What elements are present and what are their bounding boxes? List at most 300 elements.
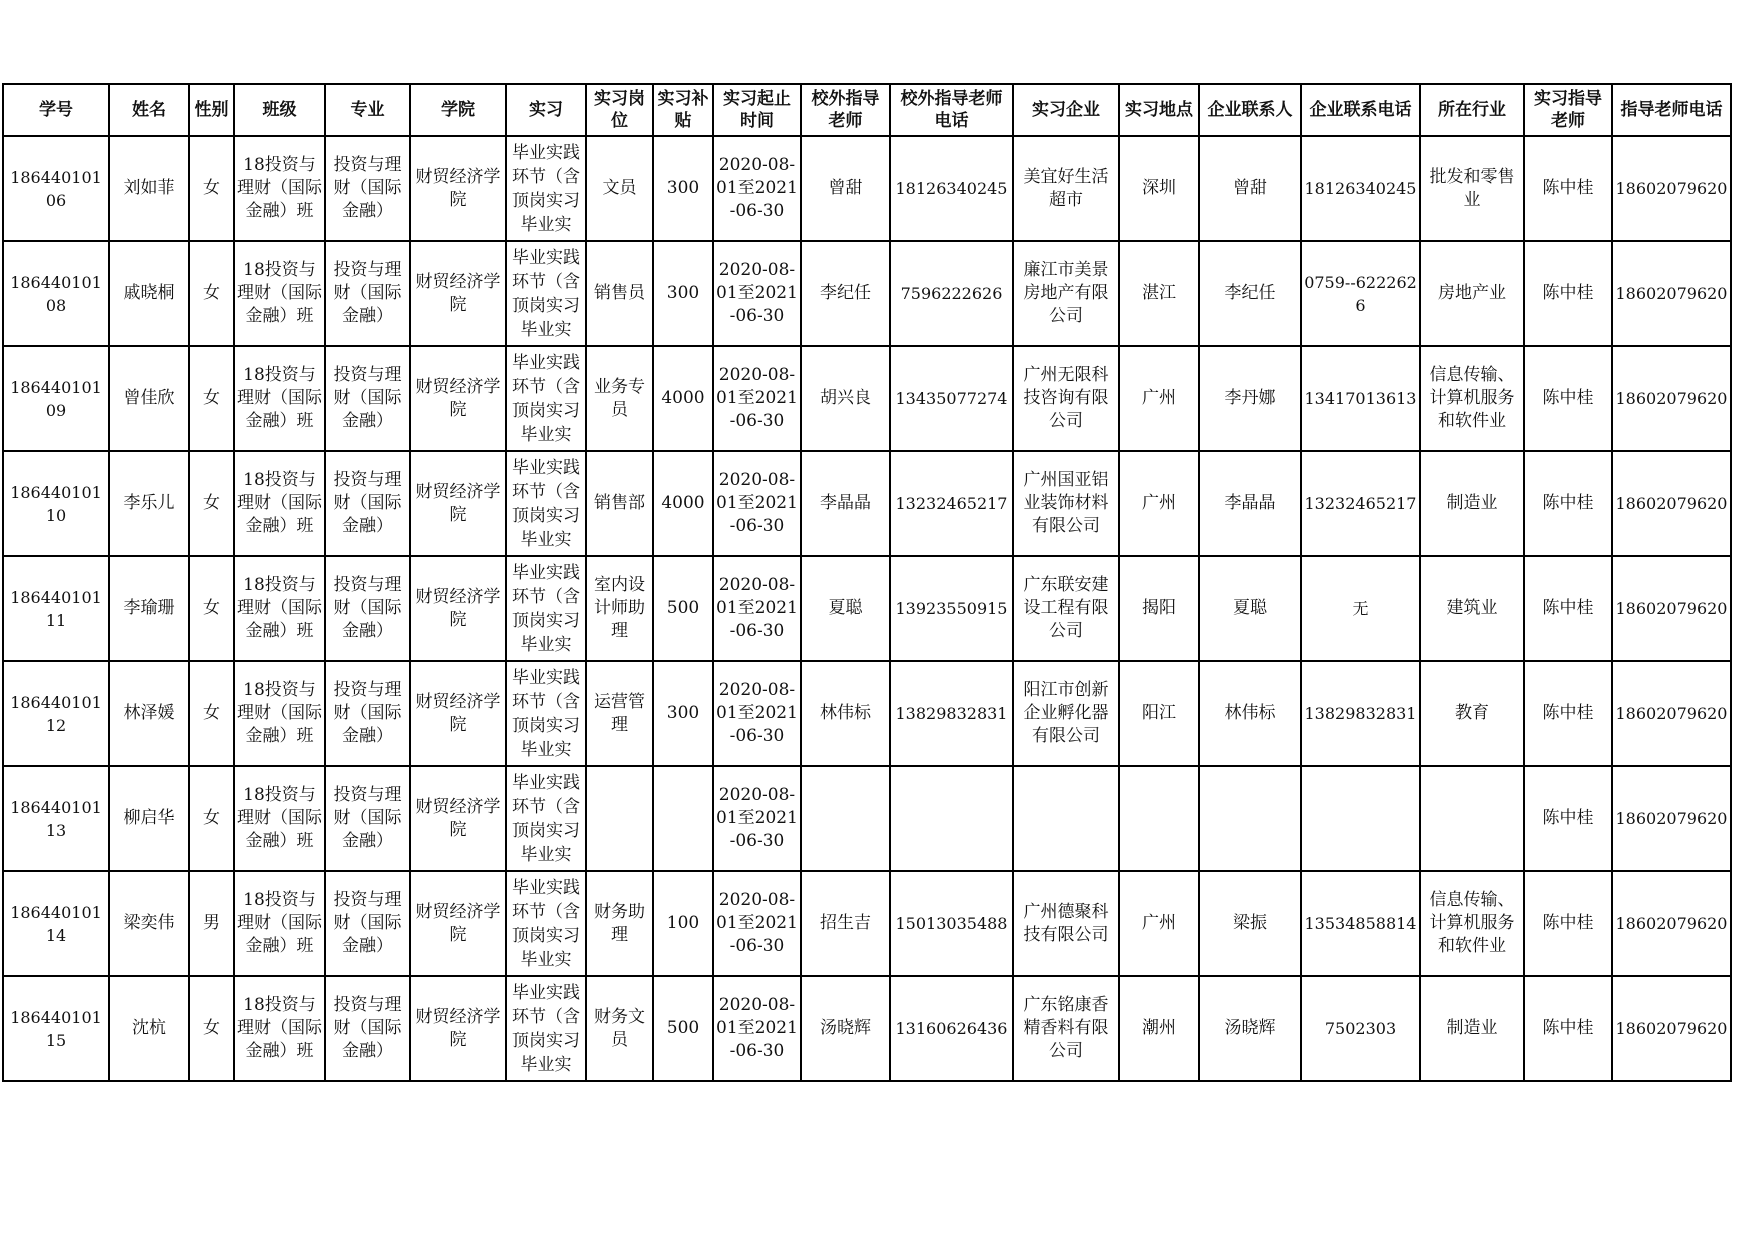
cell-external-mentor-text: 夏聪 [828,598,863,618]
cell-internship-text: 毕业实践环节（含顶岗实习毕业实 [512,877,580,970]
table-row [3,556,1731,661]
cell-name-text: 戚晓桐 [123,283,175,303]
cell-company-phone-text: 13417013613 [1304,389,1417,408]
cell-supervisor-phone-text: 18602079620 [1615,284,1728,303]
cell-major [325,136,410,241]
cell-industry [1420,451,1524,556]
cell-position [586,556,653,661]
cell-company-text: 广州德聚科技有限公司 [1023,901,1109,945]
cell-location [1119,766,1199,871]
cell-location-text: 湛江 [1142,283,1176,303]
cell-subsidy-text: 500 [666,598,700,618]
cell-gender-text: 女 [203,388,220,408]
cell-subsidy-text: 100 [666,913,700,933]
cell-supervisor-phone [1612,346,1731,451]
cell-location-text: 广州 [1142,388,1176,408]
cell-location [1119,451,1199,556]
cell-subsidy [653,661,713,766]
cell-company-contact-text: 曾甜 [1233,178,1267,198]
cell-supervisor-phone [1612,556,1731,661]
cell-name-text: 林泽媛 [123,703,175,723]
cell-external-mentor-phone [890,871,1013,976]
cell-major [325,556,410,661]
cell-class [234,871,325,976]
cell-internship [506,136,586,241]
header-external-mentor-phone: 校外指导老师电话 [890,84,1013,136]
cell-gender [189,136,234,241]
table-body [3,136,1731,1081]
cell-student-id [3,661,109,766]
cell-location [1119,661,1199,766]
cell-college-text: 财贸经济学院 [415,271,501,315]
cell-period-text: 2020-08-01至2021-06-30 [716,260,798,326]
cell-supervisor-phone [1612,661,1731,766]
cell-external-mentor-text: 胡兴良 [820,388,871,408]
cell-college-text: 财贸经济学院 [415,901,501,945]
cell-college [410,976,506,1081]
cell-period-text: 2020-08-01至2021-06-30 [716,470,798,536]
cell-supervisor-phone [1612,871,1731,976]
header-company-contact: 企业联系人 [1199,84,1301,136]
cell-external-mentor-phone-text: 7596222626 [900,284,1003,303]
cell-major [325,346,410,451]
cell-industry-text: 制造业 [1446,493,1498,513]
cell-external-mentor-phone-text: 15013035488 [895,914,1008,933]
cell-position [586,451,653,556]
cell-company-phone-text: 18126340245 [1304,179,1417,198]
cell-position [586,136,653,241]
cell-industry [1420,556,1524,661]
cell-period-text: 2020-08-01至2021-06-30 [716,155,798,221]
cell-gender [189,871,234,976]
cell-internship [506,241,586,346]
header-college: 学院 [410,84,506,136]
cell-college-text: 财贸经济学院 [415,796,501,840]
header-company: 实习企业 [1013,84,1119,136]
cell-period [713,976,801,1081]
cell-external-mentor-text: 李晶晶 [820,493,871,513]
cell-position-text: 室内设计师助理 [594,575,645,641]
cell-external-mentor [801,556,890,661]
cell-name-text: 梁奕伟 [123,913,175,933]
cell-company [1013,346,1119,451]
cell-major [325,661,410,766]
cell-gender [189,976,234,1081]
cell-company-phone [1301,661,1420,766]
cell-period-text: 2020-08-01至2021-06-30 [716,890,798,956]
cell-company-contact-text: 李丹娜 [1224,388,1276,408]
cell-gender [189,556,234,661]
cell-industry-text: 建筑业 [1446,598,1498,618]
cell-student-id-text: 18644010110 [10,482,102,525]
cell-class [234,451,325,556]
cell-external-mentor [801,451,890,556]
cell-industry [1420,241,1524,346]
cell-supervisor-text: 陈中桂 [1542,598,1594,618]
cell-college [410,556,506,661]
cell-name [109,871,189,976]
cell-company-contact-text: 夏聪 [1233,598,1267,618]
cell-supervisor-text: 陈中桂 [1542,913,1594,933]
table-row [3,241,1731,346]
cell-major [325,871,410,976]
cell-supervisor-text: 陈中桂 [1542,703,1594,723]
cell-company-phone-text: 13232465217 [1304,494,1417,513]
cell-class-text: 18投资与理财（国际金融）班 [237,995,322,1061]
cell-company-contact-text: 李纪任 [1224,283,1276,303]
cell-supervisor-phone-text: 18602079620 [1615,704,1728,723]
cell-supervisor-phone [1612,451,1731,556]
cell-internship-text: 毕业实践环节（含顶岗实习毕业实 [512,772,580,865]
cell-external-mentor-phone-text: 13160626436 [895,1019,1008,1038]
cell-class-text: 18投资与理财（国际金融）班 [237,575,322,641]
cell-company-contact [1199,556,1301,661]
cell-gender-text: 男 [203,913,220,933]
cell-supervisor [1524,556,1612,661]
cell-position-text: 财务文员 [594,1006,645,1050]
header-external-mentor: 校外指导老师 [801,84,890,136]
cell-location-text: 揭阳 [1142,598,1176,618]
cell-company-text: 广州无限科技咨询有限公司 [1023,365,1109,431]
cell-company [1013,556,1119,661]
header-student-id: 学号 [3,84,109,136]
header-company-phone: 企业联系电话 [1301,84,1420,136]
cell-period [713,451,801,556]
cell-major [325,241,410,346]
cell-college [410,346,506,451]
header-period: 实习起止时间 [713,84,801,136]
header-subsidy: 实习补贴 [653,84,713,136]
cell-class [234,766,325,871]
cell-gender [189,241,234,346]
cell-internship [506,451,586,556]
cell-company [1013,241,1119,346]
cell-supervisor-text: 陈中桂 [1542,493,1594,513]
cell-company-phone-text: 13534858814 [1304,914,1417,933]
cell-college-text: 财贸经济学院 [415,691,501,735]
cell-company-contact [1199,766,1301,871]
cell-company-contact [1199,871,1301,976]
cell-subsidy [653,766,713,871]
cell-college [410,766,506,871]
cell-name [109,976,189,1081]
cell-major-text: 投资与理财（国际金融） [333,470,402,536]
cell-college-text: 财贸经济学院 [415,1006,501,1050]
cell-company-contact [1199,241,1301,346]
cell-external-mentor [801,346,890,451]
cell-location-text: 广州 [1142,913,1176,933]
cell-company-text: 广州国亚铝业装饰材料有限公司 [1023,470,1109,536]
cell-student-id [3,136,109,241]
cell-subsidy [653,976,713,1081]
header-internship: 实习 [506,84,586,136]
cell-supervisor [1524,871,1612,976]
cell-name [109,136,189,241]
cell-company-phone [1301,241,1420,346]
cell-college [410,871,506,976]
cell-student-id-text: 18644010109 [10,377,102,420]
cell-class [234,136,325,241]
cell-internship [506,871,586,976]
cell-class-text: 18投资与理财（国际金融）班 [237,155,322,221]
cell-location [1119,976,1199,1081]
header-supervisor: 实习指导老师 [1524,84,1612,136]
cell-industry [1420,136,1524,241]
cell-company-phone [1301,556,1420,661]
cell-gender [189,661,234,766]
cell-external-mentor-text: 招生吉 [820,913,871,933]
cell-supervisor-phone [1612,136,1731,241]
cell-external-mentor [801,766,890,871]
cell-external-mentor-phone [890,766,1013,871]
cell-internship [506,976,586,1081]
cell-class [234,661,325,766]
cell-company-phone-text: 无 [1352,599,1369,618]
cell-external-mentor-phone [890,976,1013,1081]
cell-location [1119,871,1199,976]
cell-student-id [3,766,109,871]
cell-student-id-text: 18644010114 [10,902,102,945]
cell-external-mentor-phone-text: 18126340245 [895,179,1008,198]
cell-supervisor [1524,241,1612,346]
cell-subsidy-text: 300 [666,703,700,723]
cell-student-id [3,241,109,346]
cell-supervisor-text: 陈中桂 [1542,178,1594,198]
cell-industry [1420,346,1524,451]
cell-class-text: 18投资与理财（国际金融）班 [237,785,322,851]
cell-external-mentor-text: 曾甜 [828,178,863,198]
cell-period-text: 2020-08-01至2021-06-30 [716,365,798,431]
cell-external-mentor-text: 汤晓辉 [820,1018,871,1038]
cell-position [586,241,653,346]
cell-period [713,766,801,871]
cell-industry [1420,661,1524,766]
cell-company-phone-text: 0759--6222626 [1304,272,1417,315]
cell-company [1013,871,1119,976]
cell-company-contact-text: 梁振 [1233,913,1267,933]
cell-name-text: 李乐儿 [123,493,175,513]
cell-company-contact [1199,661,1301,766]
cell-external-mentor [801,871,890,976]
cell-industry-text: 教育 [1455,703,1489,723]
cell-student-id-text: 18644010112 [10,692,102,735]
cell-major-text: 投资与理财（国际金融） [333,995,402,1061]
cell-location-text: 广州 [1142,493,1176,513]
cell-student-id [3,871,109,976]
cell-class-text: 18投资与理财（国际金融）班 [237,365,322,431]
table-row [3,661,1731,766]
header-industry: 所在行业 [1420,84,1524,136]
cell-supervisor [1524,346,1612,451]
cell-industry-text: 信息传输、计算机服务和软件业 [1429,890,1515,956]
cell-major [325,976,410,1081]
cell-period-text: 2020-08-01至2021-06-30 [716,785,798,851]
cell-company-text: 阳江市创新企业孵化器有限公司 [1023,680,1109,746]
cell-supervisor-text: 陈中桂 [1542,808,1594,828]
cell-internship [506,346,586,451]
cell-name-text: 刘如菲 [123,178,175,198]
cell-class [234,346,325,451]
cell-position-text: 财务助理 [594,901,645,945]
header-position: 实习岗位 [586,84,653,136]
cell-subsidy [653,871,713,976]
cell-location-text: 潮州 [1142,1018,1176,1038]
cell-period-text: 2020-08-01至2021-06-30 [716,995,798,1061]
cell-major-text: 投资与理财（国际金融） [333,365,402,431]
cell-class-text: 18投资与理财（国际金融）班 [237,470,322,536]
cell-internship-text: 毕业实践环节（含顶岗实习毕业实 [512,247,580,340]
header-name: 姓名 [109,84,189,136]
cell-supervisor-phone [1612,766,1731,871]
cell-period [713,241,801,346]
cell-subsidy [653,451,713,556]
cell-name [109,241,189,346]
cell-location [1119,136,1199,241]
cell-college [410,241,506,346]
cell-industry [1420,766,1524,871]
cell-class [234,976,325,1081]
table-row [3,766,1731,871]
cell-company-contact-text: 李晶晶 [1224,493,1276,513]
cell-supervisor-phone-text: 18602079620 [1615,389,1728,408]
cell-position [586,346,653,451]
cell-supervisor-phone-text: 18602079620 [1615,809,1728,828]
cell-external-mentor-phone [890,346,1013,451]
cell-student-id [3,451,109,556]
cell-position-text: 销售部 [594,493,645,513]
cell-subsidy-text: 300 [666,178,700,198]
cell-industry-text: 房地产业 [1438,283,1506,303]
cell-period [713,136,801,241]
cell-major-text: 投资与理财（国际金融） [333,575,402,641]
cell-location-text: 阳江 [1142,703,1176,723]
cell-class-text: 18投资与理财（国际金融）班 [237,260,322,326]
cell-subsidy [653,136,713,241]
cell-internship [506,556,586,661]
cell-supervisor [1524,451,1612,556]
cell-external-mentor-phone [890,451,1013,556]
cell-name [109,661,189,766]
header-class: 班级 [234,84,325,136]
table-row [3,136,1731,241]
cell-company-contact [1199,136,1301,241]
cell-internship-text: 毕业实践环节（含顶岗实习毕业实 [512,457,580,550]
cell-period [713,871,801,976]
cell-external-mentor-phone-text: 13923550915 [895,599,1008,618]
cell-company-phone [1301,766,1420,871]
cell-location [1119,346,1199,451]
cell-internship-text: 毕业实践环节（含顶岗实习毕业实 [512,352,580,445]
cell-name-text: 沈杭 [132,1018,166,1038]
cell-company-phone [1301,451,1420,556]
cell-gender-text: 女 [203,283,220,303]
cell-internship-text: 毕业实践环节（含顶岗实习毕业实 [512,667,580,760]
cell-supervisor [1524,766,1612,871]
cell-period-text: 2020-08-01至2021-06-30 [716,575,798,641]
cell-external-mentor [801,976,890,1081]
cell-gender-text: 女 [203,1018,220,1038]
cell-location [1119,556,1199,661]
cell-supervisor-phone-text: 18602079620 [1615,494,1728,513]
cell-supervisor [1524,661,1612,766]
table-row [3,346,1731,451]
cell-external-mentor-phone-text: 13435077274 [895,389,1008,408]
cell-subsidy-text: 500 [666,1018,700,1038]
cell-college [410,661,506,766]
cell-gender-text: 女 [203,178,220,198]
cell-major-text: 投资与理财（国际金融） [333,155,402,221]
cell-gender-text: 女 [203,493,220,513]
cell-subsidy-text: 300 [666,283,700,303]
cell-external-mentor [801,136,890,241]
cell-gender-text: 女 [203,703,220,723]
cell-student-id [3,556,109,661]
cell-name [109,766,189,871]
cell-company-text: 美宜好生活超市 [1023,166,1109,210]
cell-company-phone [1301,871,1420,976]
cell-period-text: 2020-08-01至2021-06-30 [716,680,798,746]
cell-supervisor-phone-text: 18602079620 [1615,599,1728,618]
cell-company-contact [1199,451,1301,556]
cell-name [109,451,189,556]
cell-company-text: 廉江市美景房地产有限公司 [1023,260,1109,326]
cell-college [410,451,506,556]
cell-external-mentor-text: 李纪任 [820,283,871,303]
cell-external-mentor-phone [890,556,1013,661]
cell-class-text: 18投资与理财（国际金融）班 [237,890,322,956]
cell-student-id [3,346,109,451]
cell-location-text: 深圳 [1142,178,1176,198]
cell-college [410,136,506,241]
cell-company-contact-text: 林伟标 [1224,703,1276,723]
cell-company [1013,976,1119,1081]
cell-college-text: 财贸经济学院 [415,481,501,525]
cell-supervisor-text: 陈中桂 [1542,1018,1594,1038]
cell-major-text: 投资与理财（国际金融） [333,785,402,851]
cell-location [1119,241,1199,346]
cell-company-contact [1199,346,1301,451]
cell-gender-text: 女 [203,808,220,828]
cell-external-mentor [801,661,890,766]
cell-name-text: 李瑜珊 [123,598,175,618]
cell-internship-text: 毕业实践环节（含顶岗实习毕业实 [512,562,580,655]
cell-supervisor-phone [1612,976,1731,1081]
cell-external-mentor [801,241,890,346]
cell-company [1013,136,1119,241]
cell-company-contact-text: 汤晓辉 [1224,1018,1276,1038]
cell-student-id-text: 18644010111 [10,587,102,630]
cell-major-text: 投资与理财（国际金融） [333,260,402,326]
table-row [3,871,1731,976]
cell-company-phone [1301,136,1420,241]
cell-major [325,451,410,556]
cell-external-mentor-phone [890,241,1013,346]
cell-subsidy-text: 4000 [661,493,705,513]
cell-class-text: 18投资与理财（国际金融）班 [237,680,322,746]
cell-gender [189,346,234,451]
cell-position-text: 文员 [602,178,637,198]
cell-name-text: 曾佳欣 [123,388,175,408]
cell-external-mentor-text: 林伟标 [820,703,871,723]
cell-company [1013,661,1119,766]
table-row [3,976,1731,1081]
cell-position-text: 销售员 [594,283,645,303]
cell-supervisor-phone-text: 18602079620 [1615,1019,1728,1038]
cell-industry-text: 信息传输、计算机服务和软件业 [1429,365,1515,431]
cell-position-text: 业务专员 [594,376,645,420]
cell-supervisor-phone-text: 18602079620 [1615,179,1728,198]
cell-period [713,346,801,451]
